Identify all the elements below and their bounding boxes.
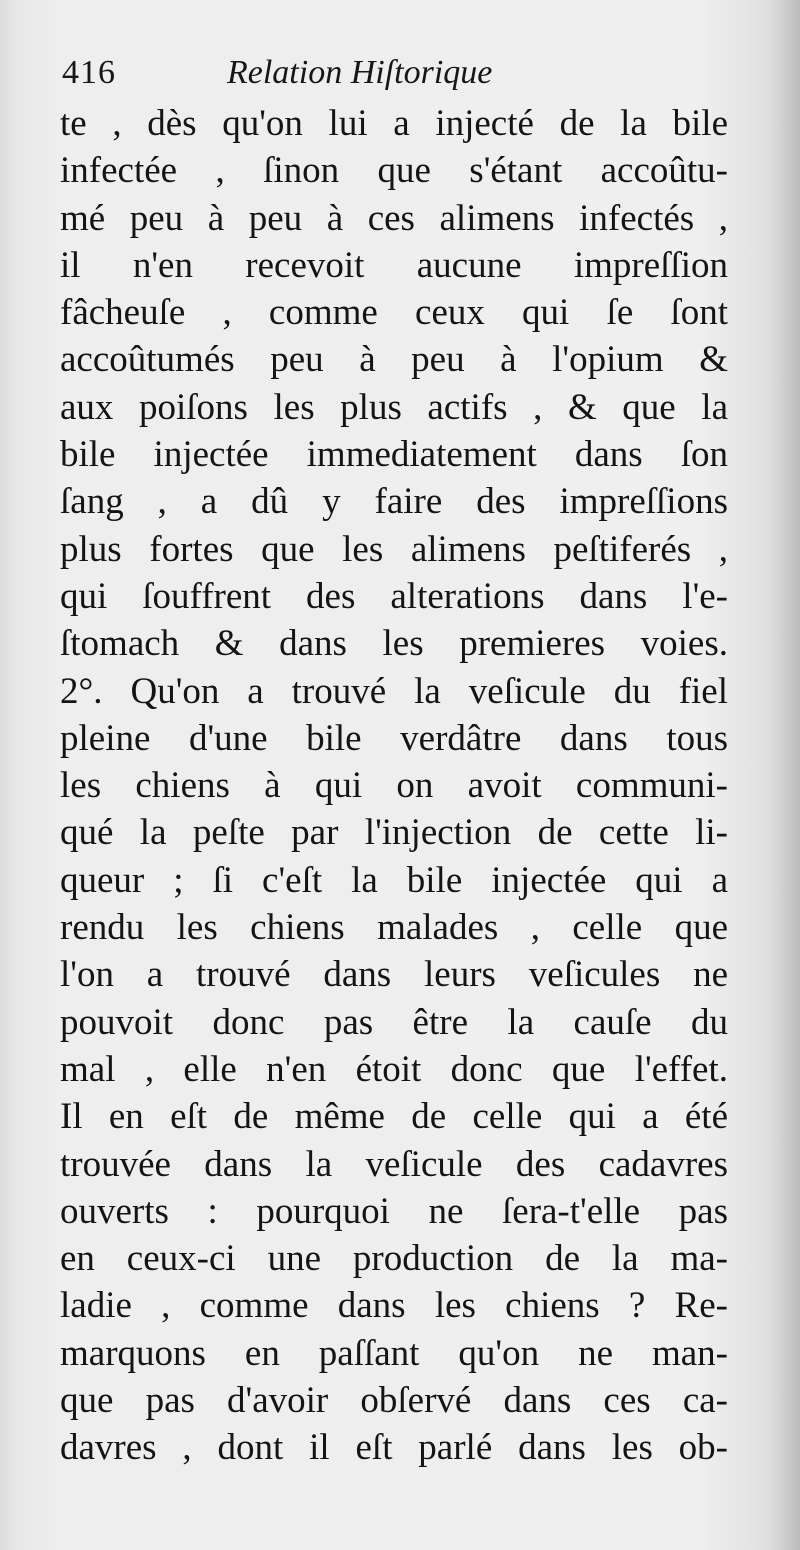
text-line: te , dès qu'on lui a injecté de la bile xyxy=(60,103,728,144)
text-line: il n'en recevoit aucune impreſſion xyxy=(60,244,728,286)
text-line: queur ; ſi c'eſt la bile injectée qui a xyxy=(60,859,728,901)
page-number: 416 xyxy=(62,54,116,91)
text-line: ouverts : pourquoi ne ſera-t'elle pas xyxy=(60,1190,728,1232)
text-line: en ceux-ci une production de la ma- xyxy=(60,1238,728,1280)
text-line: ladie , comme dans les chiens ? Re- xyxy=(60,1285,728,1327)
text-line: Il en eſt de même de celle qui a été xyxy=(60,1096,728,1138)
page-edge-shadow xyxy=(772,0,800,1550)
text-line: rendu les chiens malades , celle que xyxy=(60,907,728,949)
text-line: trouvée dans la veſicule des cadavres xyxy=(60,1143,728,1185)
text-line: aux poiſons les plus actifs , & que la xyxy=(60,386,728,428)
text-line: ſtomach & dans les premieres voies. xyxy=(60,623,728,665)
running-head xyxy=(62,48,662,98)
body-text xyxy=(60,100,728,1472)
text-line: 2°. Qu'on a trouvé la veſicule du fiel xyxy=(60,670,728,712)
text-line: pleine d'une bile verdâtre dans tous xyxy=(60,717,728,759)
text-line: infectée , ſinon que s'étant accoûtu- xyxy=(60,150,728,192)
text-line: pouvoit donc pas être la cauſe du xyxy=(60,1001,728,1043)
text-line: plus fortes que les alimens peſtiferés , xyxy=(60,528,728,570)
text-line: mé peu à peu à ces alimens infectés , xyxy=(60,197,728,239)
text-line: bile injectée immediatement dans ſon xyxy=(60,434,728,476)
text-line: fâcheuſe , comme ceux qui ſe ſont xyxy=(60,292,728,334)
text-line: les chiens à qui on avoit communi- xyxy=(60,765,728,807)
text-line: l'on a trouvé dans leurs veſicules ne xyxy=(60,954,728,996)
text-line: davres , dont il eſt parlé dans les ob- xyxy=(60,1427,728,1469)
text-line: qué la peſte par l'injection de cette li- xyxy=(60,812,728,854)
text-line: accoûtumés peu à peu à l'opium & xyxy=(60,339,728,381)
text-line: mal , elle n'en étoit donc que l'effet. xyxy=(60,1048,728,1090)
text-line: que pas d'avoir obſervé dans ces ca- xyxy=(60,1380,728,1422)
running-head-title: Relation Hiſtorique xyxy=(227,54,493,91)
text-line: qui ſouffrent des alterations dans l'e- xyxy=(60,575,728,617)
text-line: ſang , a dû y faire des impreſſions xyxy=(60,481,728,523)
text-line: marquons en paſſant qu'on ne man- xyxy=(60,1332,728,1374)
